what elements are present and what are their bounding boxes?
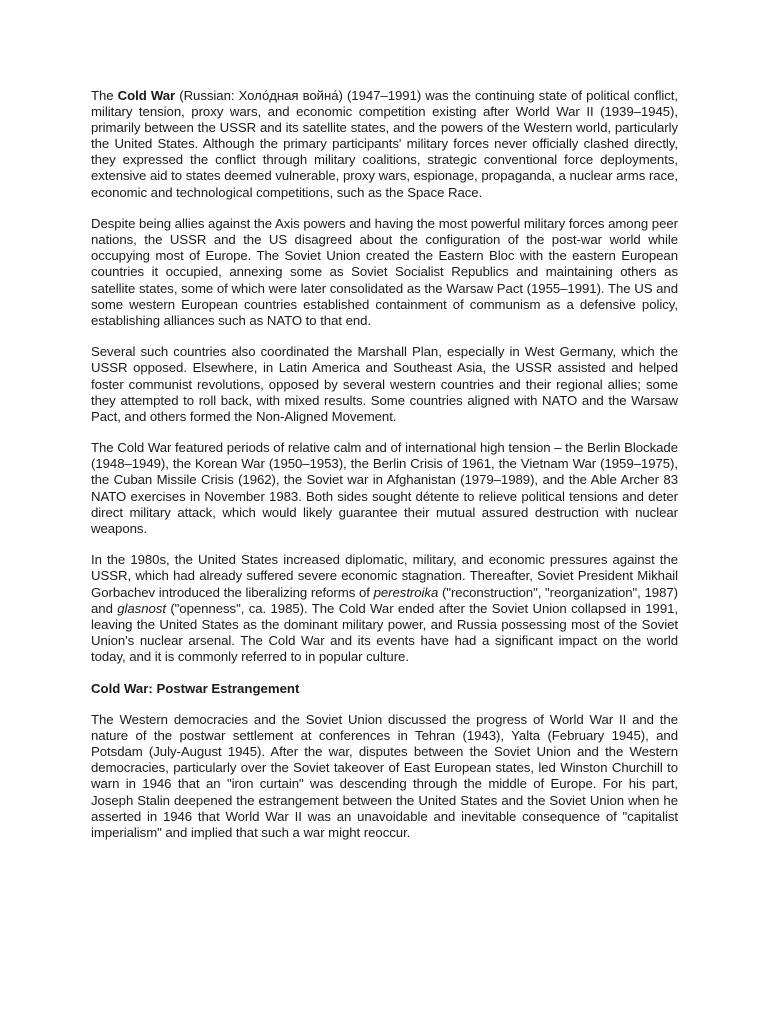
document-page [91,88,678,841]
intro-lead-text: The [91,88,118,103]
paragraph-1980s [91,552,678,665]
para5-text-1: In the 1980s, the United States increased diplomatic, military, and economic pressures against the USSR, which had already suffered severe economic stagnation. Thereafter, Soviet President Mikhail Gorbachev introduced the liberalizing reforms of [91,552,678,600]
paragraph-tension-periods: The Cold War featured periods of relative calm and of international high tension – the Berlin Blockade (1948–1949), the Korean War (1950–1953), the Berlin Crisis of 1961, the Vietnam War (1959–1975), the Cuban Missile Crisis (1962), the Soviet war in Afghanistan (1979–1989), and the Able Archer 83 NATO exercises in November 1983. Both sides sought détente to relieve political tensions and deter direct military attack, which would likely guarantee their mutual assured destruction with nuclear weapons. [91,440,678,536]
paragraph-marshall-plan: Several such countries also coordinated the Marshall Plan, especially in West Germany, which the USSR opposed. Elsewhere, in Latin America and Southeast Asia, the USSR assisted and helped foster communist revolutions, opposed by several western countries and their regional allies; some they attempted to roll back, with mixed results. Some countries aligned with NATO and the Warsaw Pact, and others formed the Non-Aligned Movement. [91,344,678,424]
section-heading: Cold War: Postwar Estrangement [91,680,300,696]
paragraph-intro [91,88,678,201]
para5-text-2: ("reconstruction", "reorganization", 1987) and [91,584,678,616]
paragraph-allies: Despite being allies against the Axis powers and having the most powerful military forces among peer nations, the USSR and the US disagreed about the configuration of the post-war world while occupying most of Europe. The Soviet Union created the Eastern Bloc with the eastern European countries it occupied, annexing some as Soviet Socialist Republics and maintaining others as satellite states, some of which were later consolidated as the Warsaw Pact (1955–1991). The US and some western European countries established containment of communism as a defensive policy, establishing alliances such as NATO to that end. [91,216,678,328]
glasnost-term: glasnost [117,600,166,616]
cold-war-term: Cold War [117,88,176,103]
intro-body-text: (Russian: Холо́дная война́) (1947–1991) was the continuing state of political conflict, military tension, proxy wars, and economic competition existing after World War II (1939–1945), primarily between the USSR and its satellite states, and the powers of the Western world, particularly the United States. Although the primary participants' military forces never officially clashed directly, they expressed the conflict through military coalitions, strategic conventional force deployments, extensive aid to states deemed vulnerable, proxy wars, espionage, propaganda, a nuclear arms race, economic and technological competitions, such as the Space Race. [91,88,678,200]
perestroika-term: perestroika [373,584,439,600]
para5-text-3: ("openness", ca. 1985). The Cold War ended after the Soviet Union collapsed in 1991, leaving the United States as the dominant military power, and Russia possessing most of the Soviet Union's nuclear arsenal. The Cold War and its events have had a significant impact on the world today, and it is commonly referred to in popular culture. [91,600,678,664]
paragraph-postwar: The Western democracies and the Soviet Union discussed the progress of World War II and the nature of the postwar settlement at conferences in Tehran (1943), Yalta (February 1945), and Potsdam (July-August 1945). After the war, disputes between the Soviet Union and the Western democracies, particularly over the Soviet takeover of East European states, led Winston Churchill to warn in 1946 that an "iron curtain" was descending through the middle of Europe. For his part, Joseph Stalin deepened the estrangement between the United States and the Soviet Union when he asserted in 1946 that World War II was an unavoidable and inevitable consequence of "capitalist imperialism" and implied that such a war might reoccur. [91,712,678,840]
